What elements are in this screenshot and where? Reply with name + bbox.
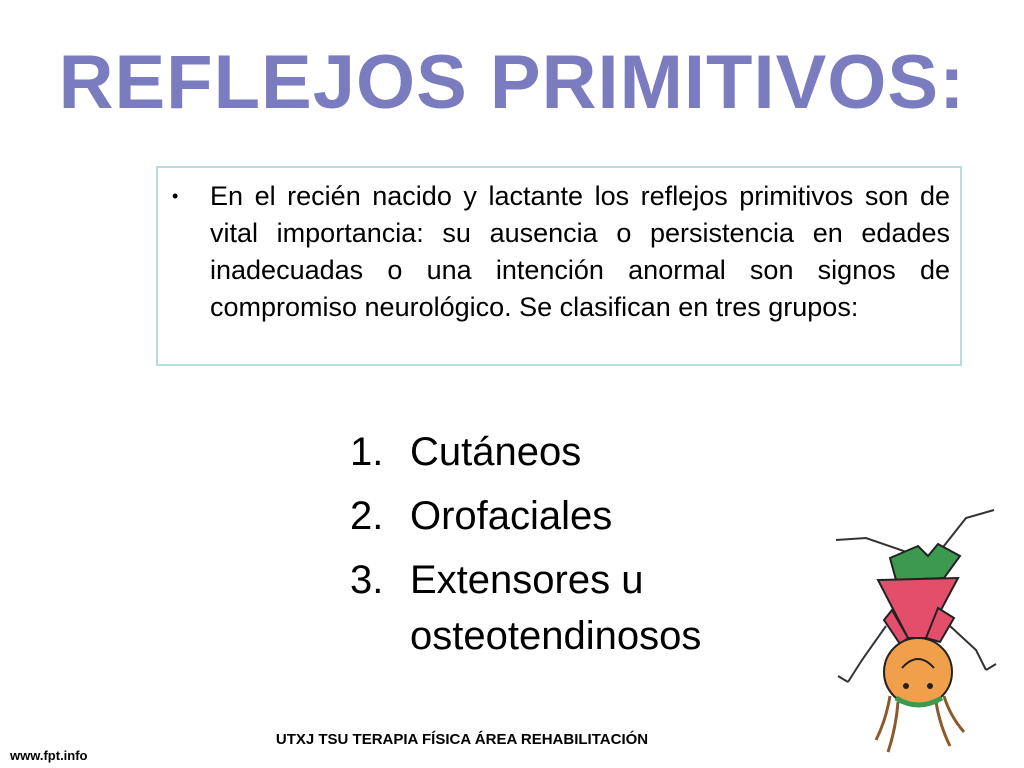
head-shape (884, 638, 952, 706)
list-item (350, 552, 830, 664)
list-number: 1. (350, 430, 384, 474)
footer-text: UTXJ TSU TERAPIA FÍSICA ÁREA REHABILITACIÓN (275, 731, 649, 748)
slide-title: REFLEJOS PRIMITIVOS: (58, 40, 966, 125)
bullet-text: En el recién nacido y lactante los reflejos primitivos son de vital importancia: su ausencia o persistencia en edades inadecuadas o una intención anormal son signos de compromiso neurológico. Se clasifican en tres grupos: (210, 181, 950, 322)
left-hand-line (838, 676, 848, 682)
list-number: 3. (350, 558, 384, 602)
list-label: Extensores u osteotendinosos (410, 558, 702, 658)
site-url: www.fpt.info (10, 748, 88, 763)
upside-down-child-illustration (826, 500, 1016, 768)
list-label: Orofaciales (410, 494, 613, 538)
left-arm-line (848, 626, 886, 682)
list-number: 2. (350, 494, 384, 538)
bullet-dot-icon: • (172, 186, 179, 206)
left-eye-icon (903, 683, 909, 689)
reflex-groups-list (350, 424, 830, 672)
bullet-item (170, 178, 950, 326)
right-hand-line (986, 664, 996, 670)
intro-text-box (156, 166, 962, 366)
right-eye-icon (927, 683, 933, 689)
list-item (350, 488, 830, 544)
list-item (350, 424, 830, 480)
list-label: Cutáneos (410, 430, 582, 474)
right-arm-line (950, 626, 986, 670)
